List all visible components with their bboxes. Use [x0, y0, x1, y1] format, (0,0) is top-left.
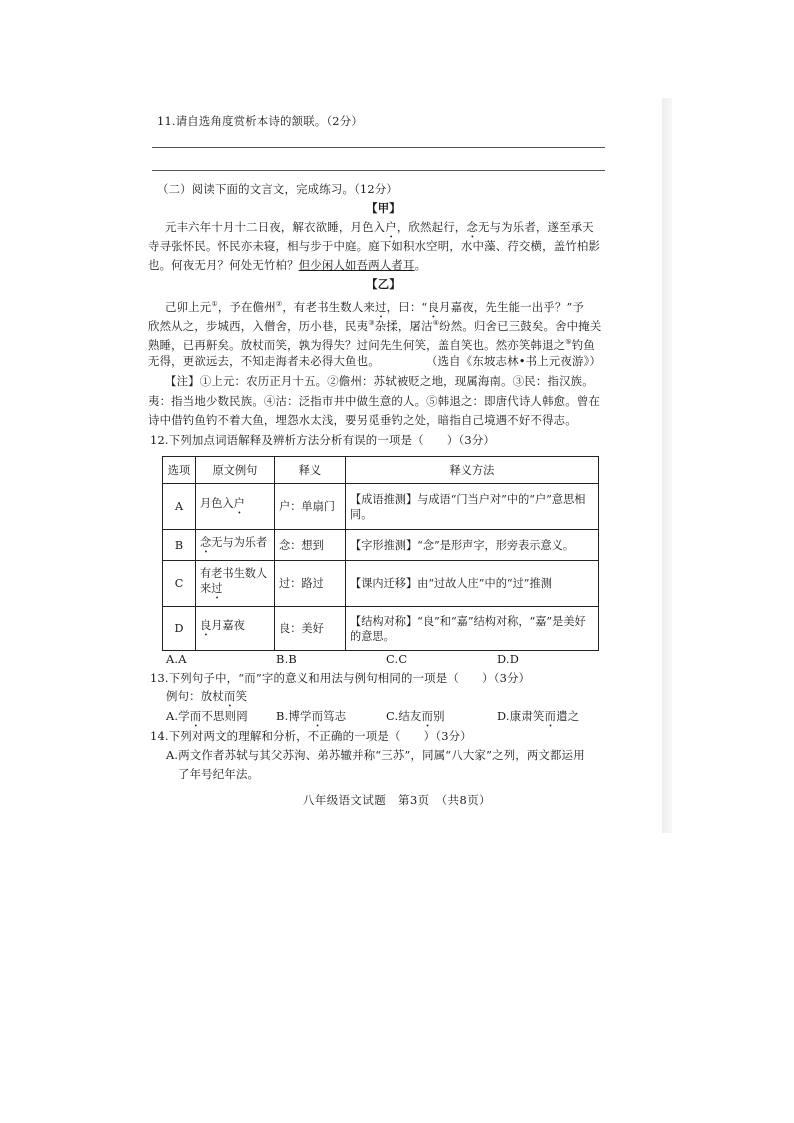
q13-option-c — [386, 708, 445, 730]
row-option: C — [163, 561, 196, 607]
yi-text: 纷然。归舍已三鼓矣。舍中掩关 — [439, 318, 602, 333]
row-example — [196, 607, 275, 651]
yi-text: 欣然从之，步城西，入僧舍，历小巷，民夷 — [148, 318, 369, 333]
q13-example — [166, 688, 247, 710]
yi-text: ，曰：“ — [386, 299, 428, 314]
yi-source: （选自《东坡志林•书上元夜游》） — [426, 354, 602, 368]
row-method: 【字形推测】“念”是形声字，形旁表示意义。 — [346, 530, 599, 561]
row-option: B — [163, 530, 196, 561]
jia-line-2: 寺寻张怀民。怀民亦未寝，相与步于中庭。庭下如积水空明，水中藻、荇交横，盖竹柏影 — [148, 239, 601, 253]
row-option: D — [163, 607, 196, 651]
row-method: 【成语推测】与成语“门当户对”中的“户”意思相同。 — [346, 484, 599, 530]
notes-line-3: 诗中借钓鱼钓不着大鱼，埋怨水太浅，要另觅垂钓之处，暗指自己境遇不好不得志。 — [148, 413, 577, 427]
yi-line-2 — [148, 315, 601, 334]
dotted-word: 过 — [211, 581, 223, 595]
yi-text: ，有老书生数人来 — [282, 299, 376, 314]
table-row — [163, 561, 599, 607]
row-meaning: 良：美好 — [275, 607, 346, 651]
table-row — [163, 530, 599, 561]
row-example — [196, 561, 275, 607]
row-example — [196, 484, 275, 530]
question-12: 12.下列加点词语解释及辨析方法分析有误的一项是（ ）（3分） — [150, 433, 496, 447]
example-text: 月色入 — [200, 497, 234, 510]
dotted-word-hu: 户 — [385, 220, 397, 234]
q12-table — [162, 456, 599, 651]
q14-option-a-line-1: A.两文作者苏轼与其父苏洵、弟苏辙并称“三苏”，同属“八大家”之列，两文都运用 — [166, 748, 585, 762]
dotted-word-liang: 良 — [427, 299, 440, 314]
row-meaning: 过：路过 — [275, 561, 346, 607]
question-11: 11.请自选角度赏析本诗的颔联。（2分） — [157, 114, 363, 128]
yi-line-4-left: 无得，更欲远去，不知走海者未必得大鱼也。 — [148, 354, 380, 368]
yi-text: ，予在儋州 — [217, 299, 276, 314]
option-text: B.博学 — [276, 709, 312, 723]
jia-text: 无与为乐者，遂至承天 — [477, 220, 594, 234]
header-option: 选项 — [163, 457, 196, 484]
dotted-word: 而 — [421, 709, 434, 723]
yi-text: 杂揉，屠沽 — [374, 318, 433, 333]
row-example — [196, 530, 275, 561]
q13-option-d — [497, 708, 579, 730]
dotted-word: 良 — [200, 619, 212, 632]
q12-answer-b: B.B — [276, 652, 297, 666]
note-marker-2: ② — [275, 300, 283, 308]
yi-text: 熟睡，已再鼾矣。放杖而笑，孰为得失？过问先生何笑，盖自笑也。然亦笑韩退之 — [148, 337, 566, 352]
option-text: A.学 — [166, 709, 190, 723]
yi-text: 己卯上元 — [165, 299, 212, 314]
row-method: 【结构对称】“良”和“嘉”结构对称，“嘉”是美好的意思。 — [346, 607, 599, 651]
row-option: A — [163, 484, 196, 530]
underlined-sentence: 但少闲人如吾两人者耳 — [298, 258, 415, 272]
option-text: D.康肃笑 — [497, 709, 545, 723]
notes-line-1: 【注】①上元：农历正月十五。②儋州：苏轼被贬之地，现属海南。③民：指汉族。 — [165, 374, 594, 388]
yi-text: 钓鱼 — [571, 337, 595, 352]
dotted-word: 而 — [311, 709, 324, 723]
table-row — [163, 484, 599, 530]
q13-option-a — [166, 708, 248, 730]
q14-option-a-line-2: 了年号纪年法。 — [178, 767, 260, 781]
dotted-word: 而 — [544, 709, 557, 723]
row-meaning: 念：想到 — [275, 530, 346, 561]
example-label: 例句： — [166, 689, 201, 703]
option-text: 别 — [433, 709, 445, 723]
option-text: C.结友 — [386, 709, 422, 723]
dotted-word-guo: 过 — [375, 299, 387, 314]
q12-answer-a: A.A — [166, 652, 187, 666]
option-text: 遣之 — [556, 709, 580, 723]
question-13: 13.下列句子中，“而”字的意义和用法与例句相同的一项是（ ）（3分） — [150, 671, 531, 685]
table-header-row — [163, 457, 599, 484]
answer-line-1 — [152, 147, 605, 148]
row-method: 【课内迁移】由“过故人庄”中的“过”推测 — [346, 561, 599, 607]
header-example: 原文例句 — [196, 457, 275, 484]
question-14: 14.下列对两文的理解和分析，不正确的一项是（ ）（3分） — [150, 729, 472, 743]
yi-text: 月嘉夜，先生能一出乎？”予 — [439, 299, 585, 314]
option-text: 不思则罔 — [201, 709, 248, 723]
note-marker-3: ③ — [368, 319, 375, 327]
dotted-word-nian: 念 — [466, 220, 478, 234]
jia-text: ，欣然起行， — [396, 220, 467, 234]
section-2-title: （二）阅读下面的文言文，完成练习。（12分） — [157, 182, 399, 196]
jia-text: 。 — [414, 258, 427, 272]
q13-option-b — [276, 708, 346, 730]
note-marker-4: ④ — [432, 319, 440, 327]
dotted-word-er: 而 — [223, 689, 236, 703]
q12-answer-d: D.D — [497, 652, 520, 666]
example-text: 放杖 — [200, 689, 224, 703]
example-text: 笑 — [235, 689, 248, 703]
note-marker-1: ① — [211, 300, 218, 308]
header-method: 释义方法 — [346, 457, 599, 484]
option-text: 笃志 — [323, 709, 347, 723]
page-footer: 八年级语文试题 第3页 （共8页） — [302, 793, 492, 807]
jia-heading: 【甲】 — [366, 201, 401, 215]
scan-edge — [662, 98, 672, 833]
row-meaning: 户：单扇门 — [275, 484, 346, 530]
notes-line-2: 夷：指当地少数民族。④沽：泛指市井中做生意的人。⑤韩退之：即唐代诗人韩愈。曾在 — [148, 394, 601, 408]
jia-text: 也。何夜无月？何处无竹柏？ — [148, 258, 299, 272]
jia-text: 元丰六年十月十二日夜，解衣欲睡，月色入 — [165, 220, 386, 234]
example-text: 无与为乐者 — [211, 535, 268, 549]
note-marker-5: ⑤ — [565, 338, 572, 346]
dotted-word: 而 — [189, 709, 202, 723]
dotted-word: 户 — [233, 497, 245, 510]
q12-answer-c: C.C — [386, 652, 408, 666]
example-text: 有老书生数人来 — [200, 566, 268, 595]
header-meaning: 释义 — [275, 457, 346, 484]
yi-heading: 【乙】 — [366, 277, 401, 291]
table-row — [163, 607, 599, 651]
dotted-word: 念 — [200, 535, 212, 549]
example-text: 月嘉夜 — [211, 619, 245, 632]
answer-line-2 — [152, 170, 605, 171]
yi-line-3 — [148, 334, 595, 353]
jia-line-3 — [148, 257, 426, 273]
